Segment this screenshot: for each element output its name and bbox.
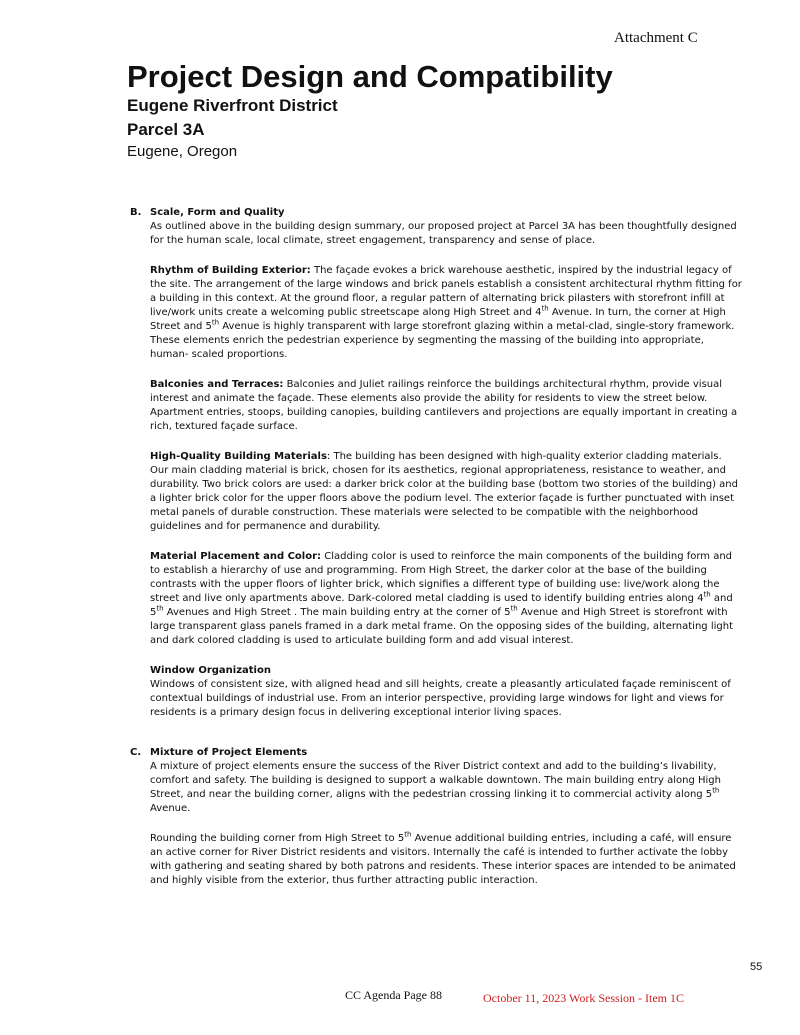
section-c-paragraph-2 <box>150 832 742 888</box>
balconies-text: Balconies and Juliet railings reinforce the buildings architectural rhythm, provide visual interest and animate the façade. These elements also provide the ability for residents to view the street below. Apartment entries, stoops, building canopies, building cantilevers and projections are equally important in creating a rich, textured façade surface. <box>150 379 738 432</box>
placement-text: and 5 <box>150 593 733 618</box>
district-subtitle: Eugene Riverfront District <box>127 96 338 115</box>
materials-label: High-Quality Building Materials <box>150 451 327 462</box>
rhythm-text: Avenue is highly transparent with large storefront glazing within a metal-clad, single-story framework. These elements enrich the pedestrian experience by segmenting the massing of the building into appropriate, human- scaled proportions. <box>150 321 735 360</box>
attachment-label: Attachment C <box>614 30 698 46</box>
placement-label: Material Placement and Color: <box>150 551 322 562</box>
page-number: 55 <box>750 961 763 973</box>
balconies-label: Balconies and Terraces: <box>150 379 284 390</box>
document-body <box>130 206 742 914</box>
location-subtitle: Eugene, Oregon <box>127 143 238 160</box>
materials-text: : The building has been designed with high-quality exterior cladding materials. Our main cladding material is brick, chosen for its aesthetics, regional appropriateness, resistance to weather, and durability. Two brick colors are used: a darker brick color at the building base (bottom two stories of the building) and a lighter brick color for the upper floors above the podium level. The exterior façade is further punctuated with inset metal panels of durable construction. These materials were selected to be compatible with the neighborhood guidelines and for permanence and durability. <box>150 451 738 532</box>
section-c-text: Avenue. <box>150 803 191 814</box>
section-c-heading: Mixture of Project Elements <box>150 747 308 758</box>
placement-text: Cladding color is used to reinforce the main components of the building form and to establish a hierarchy of use and programming. From High Street, the darker color at the base of the building contrasts with the upper floors of lighter brick, which signifies a different type of building use: live/work along the street and live only apartments above. Dark-colored metal cladding is used to identify building entries along 4 <box>150 551 733 604</box>
superscript: th <box>703 590 711 599</box>
section-b-intro: As outlined above in the building design summary, our proposed project at Parcel 3A has been thoughtfully designed for the human scale, local climate, street engagement, transparency and sense of place. <box>150 221 737 246</box>
windows-paragraph: Windows of consistent size, with aligned head and sill heights, create a pleasantly articulated façade reminiscent of contextual buildings of industrial use. From an interior perspective, providing large windows for light and views for residents is a primary design focus in delivering exceptional interior living spaces. <box>150 679 731 718</box>
section-b-heading: Scale, Form and Quality <box>150 207 285 218</box>
placement-text: Avenue and High Street is storefront with large transparent glass panels framed in a dark metal frame. On the opposing sides of the building, alternating light and dark colored cladding is used to articulate building form and add visual interest. <box>150 607 733 646</box>
balconies-paragraph <box>150 378 742 434</box>
superscript: th <box>510 604 518 613</box>
section-b-letter: B. <box>130 207 142 218</box>
section-b <box>130 206 742 736</box>
section-c-text: A mixture of project elements ensure the success of the River District context and add to the building’s livability, comfort and safety. The building is designed to support a walkable downtown. The main building entry along High Street, and near the building corner, aligns with the pedestrian crossing linking it to commercial activity along 5 <box>150 761 721 800</box>
rhythm-text: The façade evokes a brick warehouse aesthetic, inspired by the industrial legacy of the site. The arrangement of the large windows and brick panels establish a consistent architectural rhythm fitting for a building in this context. At the ground floor, a regular pattern of alternating brick pilasters with storefront infill at live/work units create a welcoming public streetscape along High Street and 4 <box>150 265 742 318</box>
windows-label: Window Organization <box>150 665 271 676</box>
superscript: th <box>211 318 220 327</box>
materials-paragraph <box>150 450 742 534</box>
section-c-text: Avenue additional building entries, including a café, will ensure an active corner for River District residents and visitors. Internally the café is intended to further activate the lobby with gathering and seating shared by both patrons and residents. These interior spaces are intended to be animated and highly visible from the exterior, thus further attracting public interaction. <box>150 833 736 886</box>
rhythm-paragraph <box>150 264 742 362</box>
work-session-label: October 11, 2023 Work Session - Item 1C <box>483 991 685 1005</box>
superscript: th <box>404 830 412 839</box>
rhythm-label: Rhythm of Building Exterior: <box>150 265 311 276</box>
superscript: th <box>712 786 720 795</box>
placement-paragraph <box>150 550 742 648</box>
section-c <box>130 746 742 904</box>
parcel-subtitle: Parcel 3A <box>127 120 205 139</box>
section-c-text: Rounding the building corner from High Street to 5 <box>150 833 405 844</box>
section-c-paragraph-1 <box>150 760 742 816</box>
rhythm-text: Avenue. In turn, the corner at High Street and 5 <box>150 307 726 332</box>
section-c-letter: C. <box>130 747 142 758</box>
page-title: Project Design and Compatibility <box>127 59 613 94</box>
agenda-page-label: CC Agenda Page 88 <box>345 988 442 1002</box>
superscript: th <box>156 604 164 613</box>
placement-text: Avenues and High Street . The main building entry at the corner of 5 <box>163 607 511 618</box>
superscript: th <box>541 304 549 313</box>
